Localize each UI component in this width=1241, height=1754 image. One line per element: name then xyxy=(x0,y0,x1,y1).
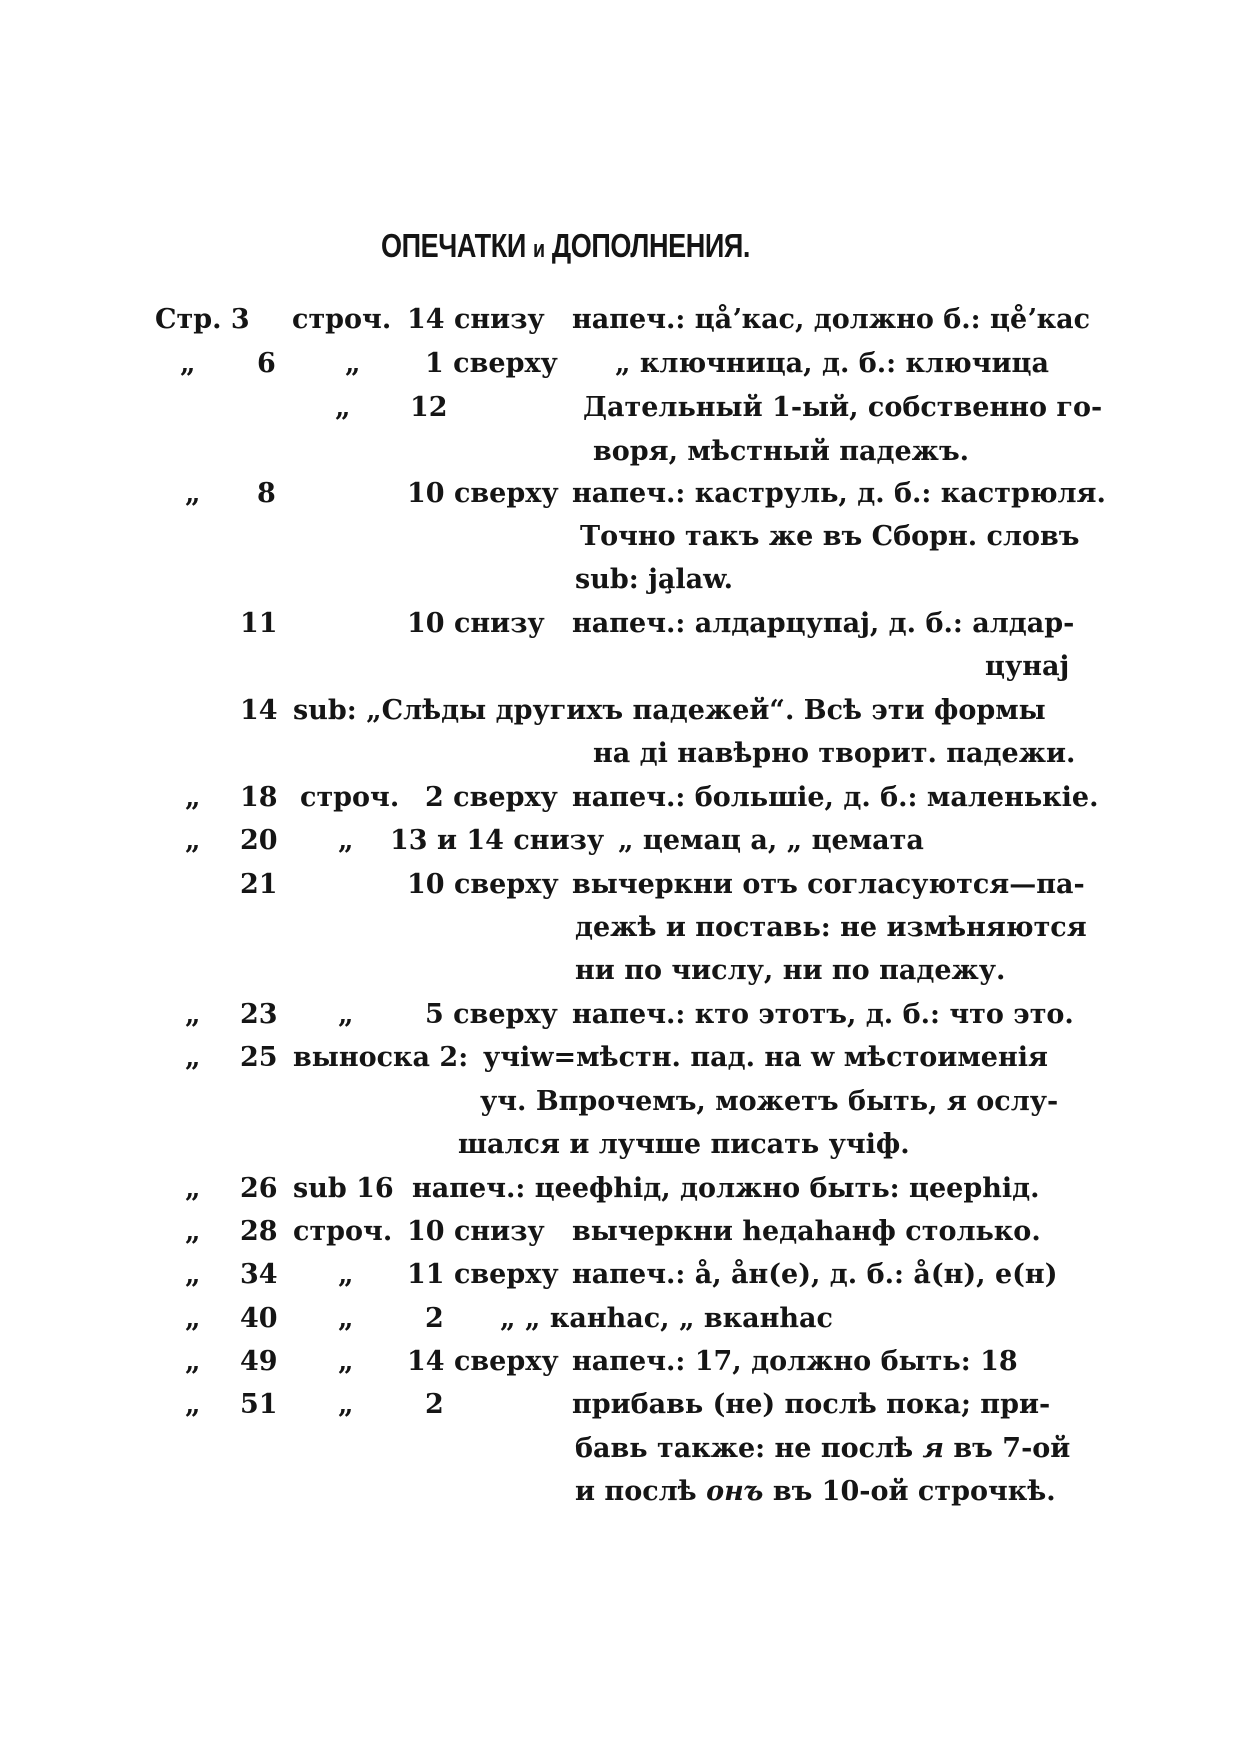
row-12-kind: строч. xyxy=(293,1216,393,1247)
row-15-note: напеч.: 17, должно быть: 18 xyxy=(572,1346,1018,1377)
row-1-kind: „ xyxy=(345,348,361,379)
row-10-kind: выноска 2: xyxy=(293,1042,469,1073)
row-6-page: 18 xyxy=(240,782,278,813)
row-8-note-l2: дежѣ и поставь: не измѣняются xyxy=(575,912,1087,943)
row-16-page: 51 xyxy=(240,1389,278,1420)
row-6-line: 2 сверху xyxy=(425,782,558,813)
row-12-note: вычеркни hедаhанф столько. xyxy=(572,1216,1041,1247)
ditto-mark: „ xyxy=(185,1303,201,1334)
row-16-note-l3: и послѣ онъ въ 10-ой строчкѣ. xyxy=(575,1476,1056,1507)
row-13-kind: „ xyxy=(338,1259,354,1290)
row-7-line: 13 и 14 снизу xyxy=(390,825,605,856)
row-3-note-l3: sub: ja̧law. xyxy=(575,564,734,595)
row-7-note: „ цемац а, „ цемата xyxy=(618,825,924,856)
ditto-mark: „ xyxy=(180,348,196,379)
row-0-line: 14 снизу xyxy=(407,304,545,335)
row-9-line: 5 сверху xyxy=(425,999,558,1030)
row-3-note-l2: Точно такъ же въ Сборн. словъ xyxy=(580,521,1080,552)
row-13-line: 11 сверху xyxy=(407,1259,559,1290)
row-6-note: напеч.: большіе, д. б.: маленькіе. xyxy=(572,782,1099,813)
row-7-page: 20 xyxy=(240,825,278,856)
row-13-note: напеч.: а̊, а̊н(е), д. б.: а̊(н), е(н) xyxy=(572,1259,1058,1290)
row-10-note-l1: учiw=мѣстн. пад. на w мѣстоименія xyxy=(483,1042,1048,1073)
row-2-line: 12 xyxy=(410,392,448,423)
ditto-mark: „ xyxy=(185,1389,201,1420)
row-15-page: 49 xyxy=(240,1346,278,1377)
row-13-page: 34 xyxy=(240,1259,278,1290)
row-12-line: 10 снизу xyxy=(407,1216,545,1247)
row-4-line: 10 снизу xyxy=(407,608,545,639)
row-11-kind: sub 16 xyxy=(293,1173,394,1204)
row-0-page: Стр. 3 xyxy=(155,304,250,335)
row-14-kind: „ xyxy=(338,1303,354,1334)
row-16-line: 2 xyxy=(425,1389,444,1420)
row-0-note: напеч.: ца̊ʼкас, должно б.: це̊ʼкас xyxy=(572,304,1091,335)
row-16-note-l2: бавь также: не послѣ я въ 7-ой xyxy=(575,1433,1071,1464)
row-14-note: „ „ канhас, „ вканhас xyxy=(500,1303,833,1334)
row-6-kind: строч. xyxy=(300,782,400,813)
row-11-page: 26 xyxy=(240,1173,278,1204)
row-2-note-l2: воря, мѣстный падежъ. xyxy=(593,436,970,467)
row-16-note-l1: прибавь (не) послѣ пока; при- xyxy=(572,1389,1051,1420)
row-3-page: 8 xyxy=(257,478,276,509)
row-12-page: 28 xyxy=(240,1216,278,1247)
row-9-kind: „ xyxy=(338,999,354,1030)
ditto-mark: „ xyxy=(185,478,201,509)
row-4-note-l2: цунај xyxy=(985,651,1070,682)
row-9-page: 23 xyxy=(240,999,278,1030)
row-8-note-l1: вычеркни отъ согласуются—па- xyxy=(572,869,1085,900)
row-16-kind: „ xyxy=(338,1389,354,1420)
ditto-mark: „ xyxy=(185,1259,201,1290)
row-1-page: 6 xyxy=(257,348,276,379)
row-15-line: 14 сверху xyxy=(407,1346,559,1377)
row-4-note-l1: напеч.: алдарцупај, д. б.: алдар- xyxy=(572,608,1075,639)
row-10-note-l3: шался и лучше писать учіф. xyxy=(458,1129,910,1160)
row-3-line: 10 сверху xyxy=(407,478,559,509)
row-5-note-l2: на ді навѣрно творит. падежи. xyxy=(593,738,1076,769)
row-15-kind: „ xyxy=(338,1346,354,1377)
row-10-page: 25 xyxy=(240,1042,278,1073)
row-1-line: 1 сверху xyxy=(425,348,558,379)
row-7-kind: „ xyxy=(338,825,354,856)
row-0-kind: строч. xyxy=(292,304,392,335)
row-9-note: напеч.: кто этотъ, д. б.: что это. xyxy=(572,999,1074,1030)
row-8-note-l3: ни по числу, ни по падежу. xyxy=(575,955,1006,986)
row-4-page: 11 xyxy=(240,608,278,639)
page-title: ОПЕЧАТКИ и ДОПОЛНЕНИЯ. xyxy=(380,227,751,264)
row-2-note-l1: Дательный 1-ый, собственно го- xyxy=(583,392,1103,423)
row-8-line: 10 сверху xyxy=(407,869,559,900)
row-8-page: 21 xyxy=(240,869,278,900)
ditto-mark: „ xyxy=(185,1042,201,1073)
ditto-mark: „ xyxy=(185,1216,201,1247)
row-10-note-l2: уч. Впрочемъ, можетъ быть, я ослу- xyxy=(480,1086,1059,1117)
ditto-mark: „ xyxy=(185,999,201,1030)
row-14-page: 40 xyxy=(240,1303,278,1334)
ditto-mark: „ xyxy=(185,1346,201,1377)
row-2-kind: „ xyxy=(335,392,351,423)
ditto-mark: „ xyxy=(185,782,201,813)
row-14-line: 2 xyxy=(425,1303,444,1334)
ditto-mark: „ xyxy=(185,1173,201,1204)
ditto-mark: „ xyxy=(185,825,201,856)
row-3-note-l1: напеч.: каструль, д. б.: кастрюля. xyxy=(572,478,1106,509)
row-1-note: „ ключница, д. б.: ключица xyxy=(615,348,1049,379)
row-5-page: 14 xyxy=(240,695,278,726)
row-11-note: напеч.: цеефhід, должно быть: цеерhід. xyxy=(412,1173,1040,1204)
row-5-note-l1: sub: „Слѣды другихъ падежей“. Всѣ эти формы xyxy=(293,695,1046,726)
